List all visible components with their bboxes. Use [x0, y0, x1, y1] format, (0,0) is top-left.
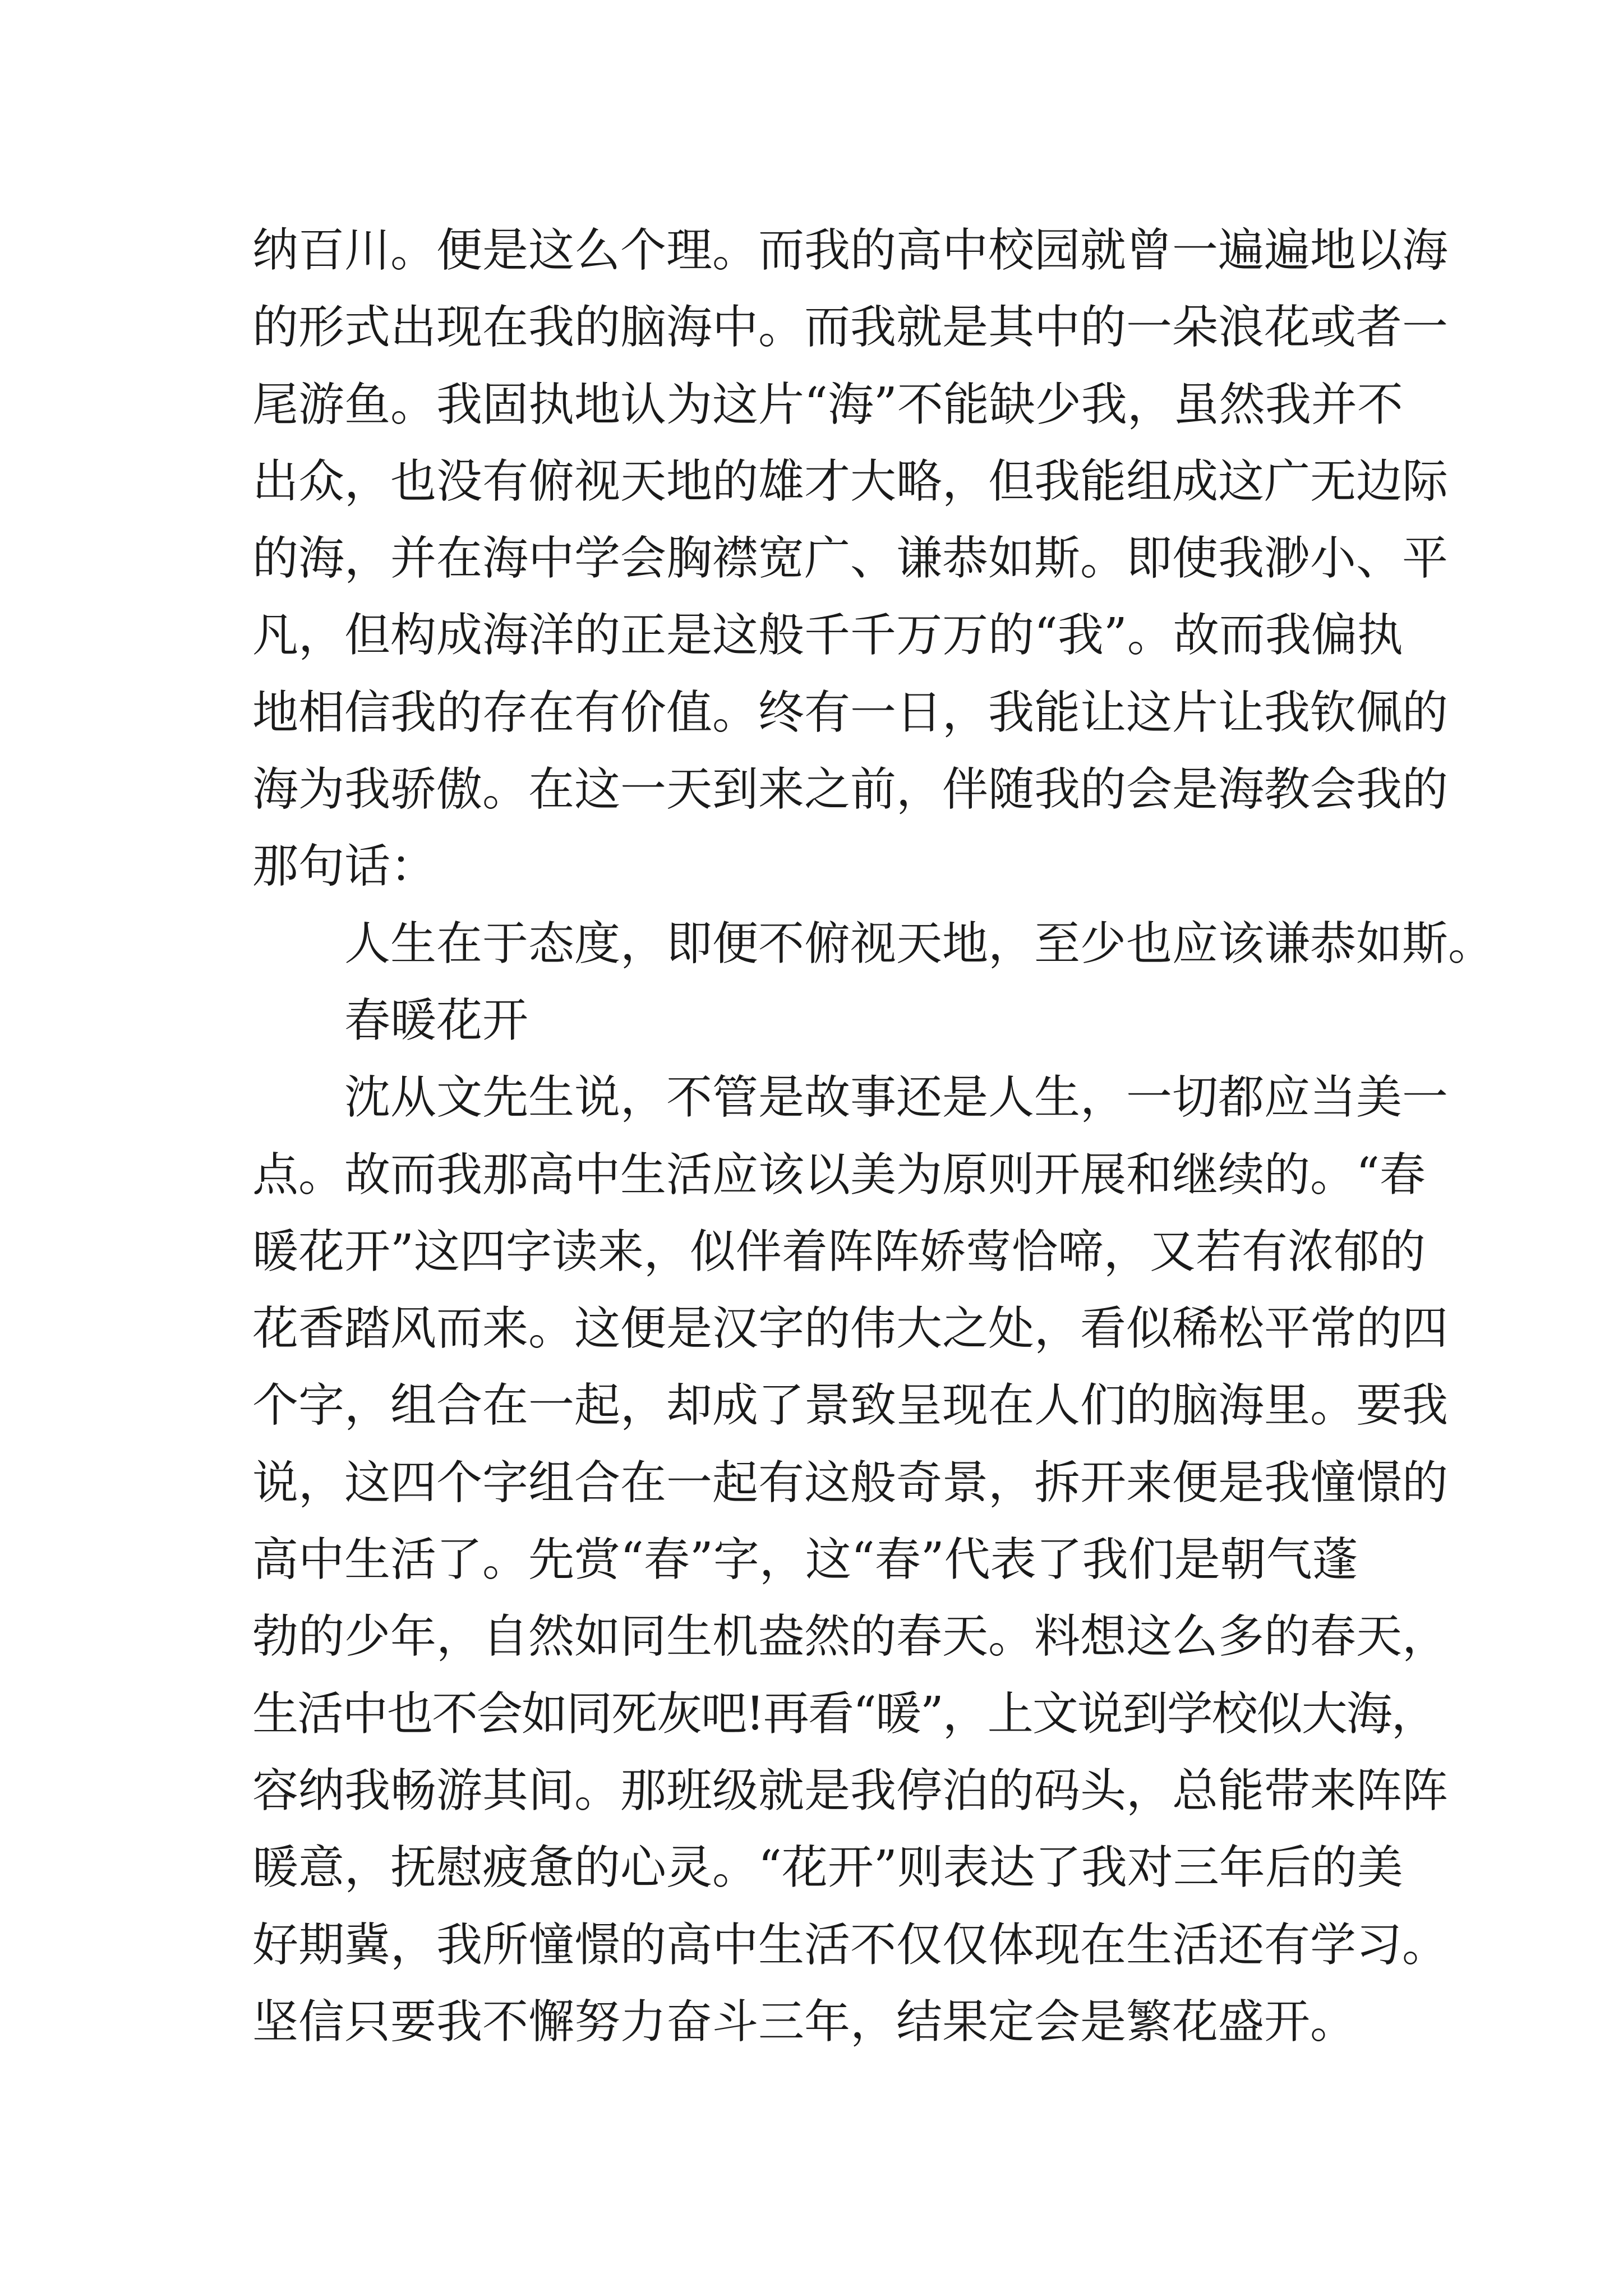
paragraph-line: 生活中也不会如同死灰吧!再看“暖”，上文说到学校似大海， [252, 1687, 1436, 1741]
paragraph-line: 坚信只要我不懈努力奋斗三年，结果定会是繁花盛开。 [252, 1995, 1357, 2049]
section-heading: 春暖花开 [344, 993, 529, 1047]
paragraph-line: 那句话： [252, 840, 437, 894]
paragraph-line: 出众，也没有俯视天地的雄才大略，但我能组成这广无边际 [252, 454, 1449, 508]
essay-body [252, 212, 1495, 2060]
paragraph-line: 的海，并在海中学会胸襟宽广、谦恭如斯。即使我渺小、平 [252, 532, 1449, 586]
paragraph-line: 勃的少年，自然如同生机盎然的春天。料想这么多的春天， [252, 1610, 1449, 1664]
paragraph-line: 纳百川。便是这么个理。而我的高中校园就曾一遍遍地以海 [252, 224, 1449, 277]
paragraph-line: 暖花开”这四字读来，似伴着阵阵娇莺恰啼，又若有浓郁的 [252, 1225, 1426, 1278]
paragraph-line: 尾游鱼。我固执地认为这片“海”不能缺少我，虽然我并不 [252, 378, 1403, 431]
paragraph-line: 点。故而我那高中生活应该以美为原则开展和继续的。“春 [252, 1148, 1426, 1202]
paragraph-line: 高中生活了。先赏“春”字，这“春”代表了我们是朝气蓬 [252, 1533, 1358, 1587]
paragraph-line: 个字，组合在一起，却成了景致呈现在人们的脑海里。要我 [252, 1379, 1449, 1433]
paragraph-line: 说，这四个字组合在一起有这般奇景，拆开来便是我憧憬的 [252, 1456, 1449, 1510]
paragraph-line: 暖意，抚慰疲惫的心灵。“花开”则表达了我对三年后的美 [252, 1841, 1403, 1895]
paragraph-line: 容纳我畅游其间。那班级就是我停泊的码头，总能带来阵阵 [252, 1764, 1449, 1818]
paragraph-line: 地相信我的存在有价值。终有一日，我能让这片让我钦佩的 [252, 685, 1449, 739]
paragraph-line: 的形式出现在我的脑海中。而我就是其中的一朵浪花或者一 [252, 301, 1449, 355]
quote-line: 人生在于态度，即便不俯视天地，至少也应该谦恭如斯。 [344, 917, 1495, 970]
paragraph-line: 好期冀，我所憧憬的高中生活不仅仅体现在生活还有学习。 [252, 1918, 1449, 1972]
paragraph-line: 海为我骄傲。在这一天到来之前，伴随我的会是海教会我的 [252, 763, 1449, 817]
paragraph-line: 花香踏风而来。这便是汉字的伟大之处，看似稀松平常的四 [252, 1302, 1449, 1356]
paragraph-line: 沈从文先生说，不管是故事还是人生，一切都应当美一 [344, 1071, 1449, 1125]
paragraph-line: 凡，但构成海洋的正是这般千千万万的“我”。故而我偏执 [252, 609, 1403, 662]
